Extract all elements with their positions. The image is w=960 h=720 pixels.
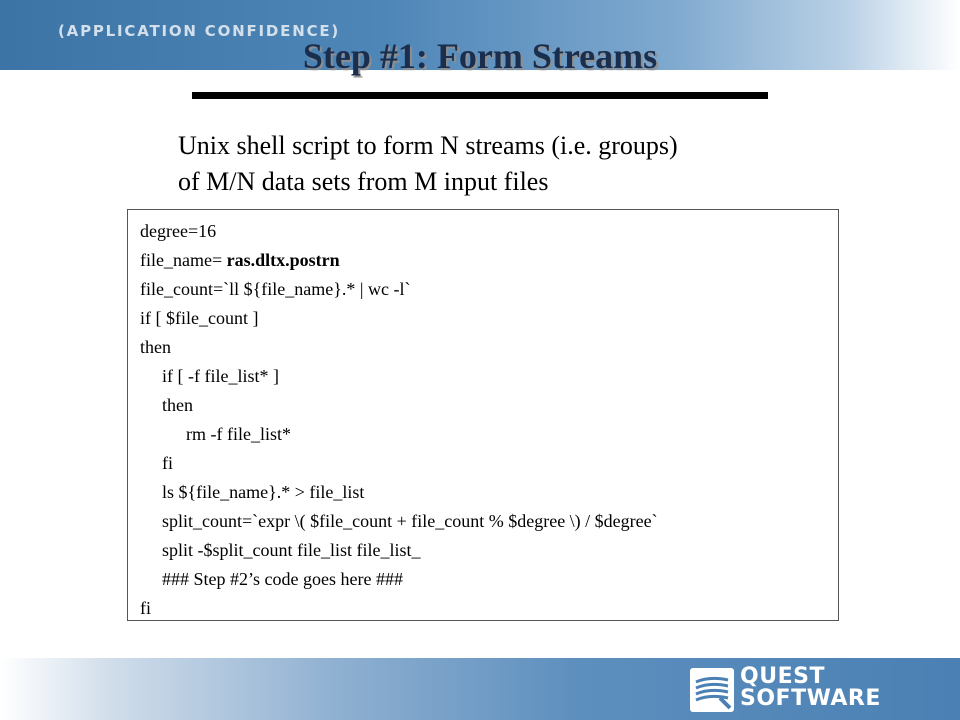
logo-text-line-2: SOFTWARE bbox=[740, 686, 881, 711]
code-line-1: degree=16 bbox=[140, 221, 217, 241]
code-line-6: if [ -f file_list* ] bbox=[162, 366, 279, 386]
logo-text bbox=[740, 666, 881, 710]
code-line-11: split_count=`expr \( $file_count + file_count % $degree \) / $degree` bbox=[162, 511, 658, 531]
code-line-8: rm -f file_list* bbox=[186, 424, 291, 444]
subtitle bbox=[178, 128, 878, 200]
code-line-5: then bbox=[140, 337, 171, 357]
code-line-2 bbox=[140, 246, 838, 275]
code-line-7: then bbox=[162, 395, 193, 415]
code-line-4: if [ $file_count ] bbox=[140, 308, 259, 328]
code-block bbox=[127, 209, 839, 621]
code-line-10: ls ${file_name}.* > file_list bbox=[162, 482, 365, 502]
code-line-2-text: file_name= bbox=[140, 250, 227, 270]
quest-software-logo bbox=[690, 664, 930, 716]
code-line-14: fi bbox=[140, 598, 151, 618]
code-line-12: split -$split_count file_list file_list_ bbox=[162, 540, 421, 560]
slide-title: Step #1: Form Streams bbox=[302, 36, 658, 76]
subtitle-line-1: Unix shell script to form N streams (i.e. groups) bbox=[178, 131, 678, 160]
subtitle-line-2: of M/N data sets from M input files bbox=[178, 167, 549, 196]
code-line-2-filename: ras.dltx.postrn bbox=[226, 250, 340, 270]
code-line-13: ### Step #2’s code goes here ### bbox=[162, 569, 403, 589]
title-underline bbox=[192, 92, 768, 99]
tagline: (APPLICATION CONFIDENCE) bbox=[58, 22, 341, 40]
code-line-3: file_count=`ll ${file_name}.* | wc -l` bbox=[140, 279, 411, 299]
code-line-9: fi bbox=[162, 453, 173, 473]
logo-text-line-1: QUEST bbox=[740, 664, 825, 689]
quest-logo-icon bbox=[690, 668, 734, 712]
